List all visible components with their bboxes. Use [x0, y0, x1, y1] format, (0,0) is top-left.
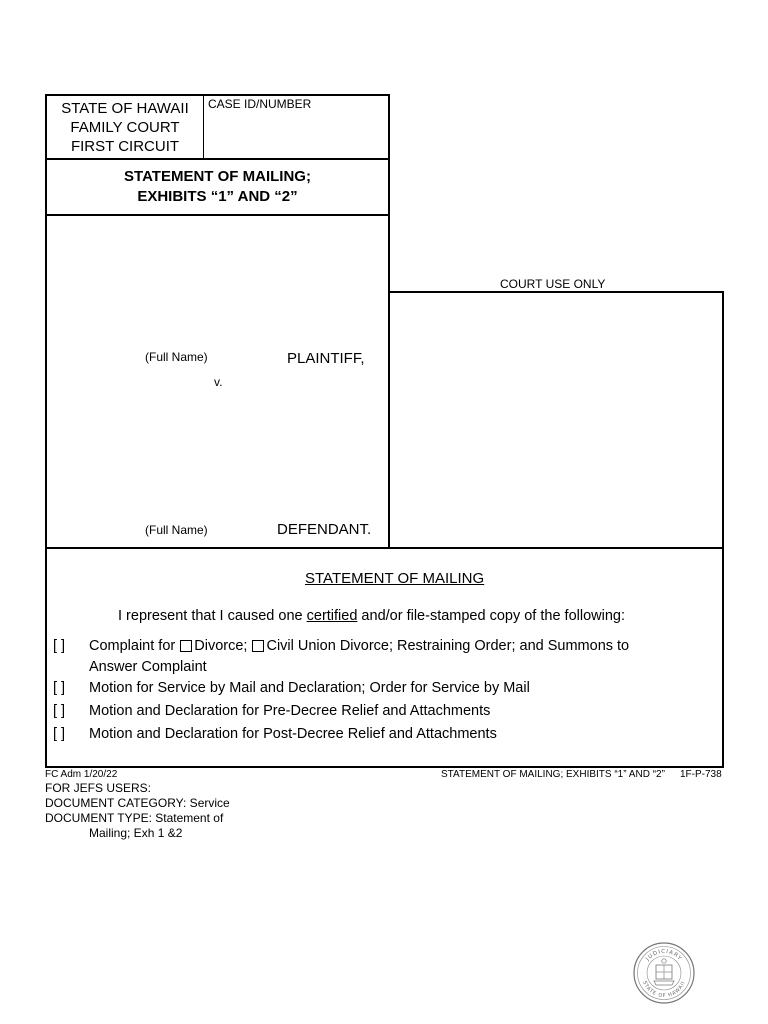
item1-civil-union: Civil Union Divorce; Restraining Order; and Summons to: [266, 638, 630, 654]
item1-divorce: Divorce;: [194, 638, 252, 654]
list-item-complaint-continued: Answer Complaint: [89, 659, 207, 675]
statement-bottom-border: [45, 766, 724, 768]
item1-checkbox-bracket[interactable]: [ ]: [53, 638, 66, 654]
seal-bottom-text: STATE OF HAWAII: [641, 980, 687, 1000]
item1-text-pre: Complaint for: [89, 638, 180, 654]
item3-checkbox-bracket[interactable]: [ ]: [53, 703, 66, 719]
court-use-only-label: COURT USE ONLY: [500, 277, 606, 291]
item4-text: Motion and Declaration for Post-Decree Relief and Attachments: [89, 726, 497, 742]
svg-text:STATE OF HAWAII: [641, 980, 687, 999]
parties-bottom-border: [45, 547, 724, 549]
jefs-users-label: FOR JEFS USERS:: [45, 781, 152, 795]
court-caseid-divider: [203, 95, 204, 158]
item2-checkbox-bracket[interactable]: [ ]: [53, 680, 66, 696]
versus-label: v.: [214, 375, 223, 389]
court-circuit: FIRST CIRCUIT: [70, 138, 180, 155]
item4-checkbox-bracket[interactable]: [ ]: [53, 726, 66, 742]
intro-text-pre: I represent that I caused one: [118, 608, 307, 624]
defendant-label: DEFENDANT.: [277, 521, 372, 538]
plaintiff-fullname-hint: (Full Name): [145, 350, 208, 364]
document-title: [47, 167, 388, 207]
form-footer-title: STATEMENT OF MAILING; EXHIBITS “1” AND “2”: [441, 769, 665, 780]
court-use-top-border: [389, 291, 724, 293]
divorce-checkbox[interactable]: [180, 640, 192, 652]
court-state: STATE OF HAWAII: [61, 100, 189, 117]
jefs-document-category: DOCUMENT CATEGORY: Service: [45, 796, 230, 810]
header-bottom-border: [45, 158, 390, 160]
list-item-post-decree: [53, 724, 497, 744]
seal-top-text: JUDICIARY: [645, 948, 683, 963]
title-line1: STATEMENT OF MAILING;: [124, 168, 311, 185]
form-number: 1F-P-738: [680, 769, 722, 780]
title-line2: EXHIBITS “1” AND “2”: [137, 188, 298, 205]
caption-left-border: [45, 94, 47, 549]
item3-text: Motion and Declaration for Pre-Decree Relief and Attachments: [89, 703, 491, 719]
form-date: FC Adm 1/20/22: [45, 769, 118, 780]
court-type: FAMILY COURT: [70, 119, 180, 136]
plaintiff-label: PLAINTIFF,: [287, 350, 365, 367]
defendant-fullname-hint: (Full Name): [145, 523, 208, 537]
jefs-block: [45, 781, 230, 841]
list-item-motion-service: [53, 678, 530, 698]
caption-right-border: [388, 94, 390, 549]
title-bottom-border: [45, 214, 390, 216]
court-use-right-border: [722, 291, 724, 768]
jefs-document-type: DOCUMENT TYPE: Statement of: [45, 811, 224, 825]
statement-left-border: [45, 547, 47, 768]
list-item-pre-decree: [53, 701, 490, 721]
intro-certified: certified: [306, 608, 358, 624]
judiciary-seal-icon: [632, 941, 696, 1005]
jefs-document-type-cont: Mailing; Exh 1 &2: [89, 826, 183, 840]
intro-text-post: and/or file-stamped copy of the following:: [357, 608, 625, 624]
case-id-label: CASE ID/NUMBER: [208, 97, 312, 111]
caption-top-border: [45, 94, 390, 96]
statement-intro: [118, 606, 625, 626]
list-item-complaint: [53, 636, 629, 656]
civil-union-checkbox[interactable]: [252, 640, 264, 652]
statement-heading: STATEMENT OF MAILING: [305, 570, 485, 587]
court-name-block: [47, 99, 203, 156]
item2-text: Motion for Service by Mail and Declaration; Order for Service by Mail: [89, 680, 530, 696]
